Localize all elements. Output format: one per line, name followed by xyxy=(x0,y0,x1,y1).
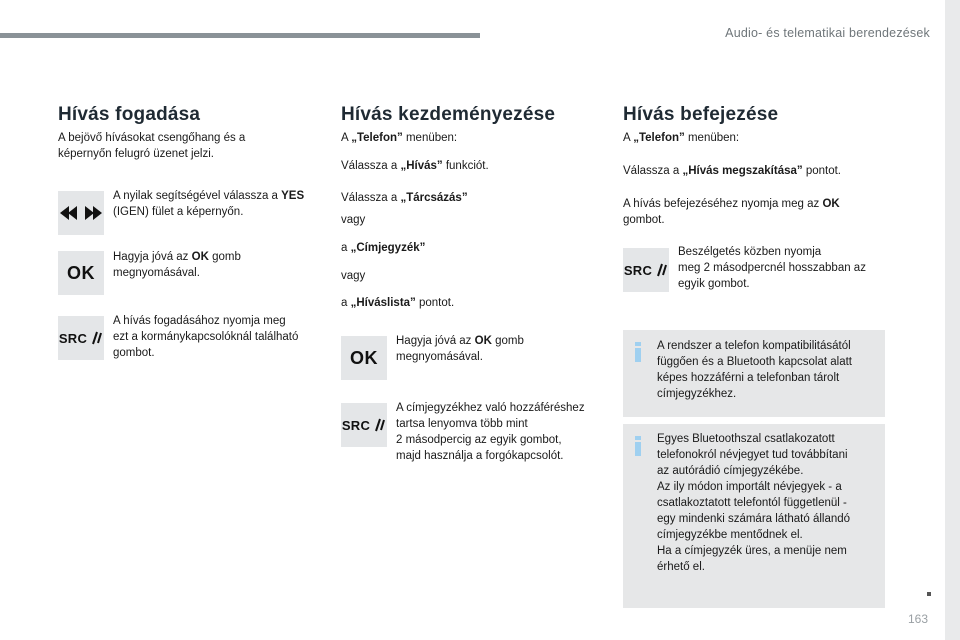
heading-receive-call: Hívás fogadása xyxy=(58,104,201,125)
info-line: képes hozzáférni a telefonban tárolt xyxy=(657,372,840,384)
text: Válassza a xyxy=(341,192,401,204)
page-number: 163 xyxy=(908,612,929,626)
page-edge-strip xyxy=(945,0,960,640)
intro-line: A bejövő hívásokat csengőhang és a xyxy=(58,132,246,144)
step-text: A címjegyzékhez való hozzáféréshez xyxy=(396,402,585,414)
or-text: vagy xyxy=(341,270,366,282)
text: A hívás befejezéséhez nyomja meg az xyxy=(623,198,823,210)
step-confirm-ok xyxy=(113,249,241,281)
info-text xyxy=(657,431,850,575)
step-text: egyik gombot. xyxy=(678,278,750,290)
step-text: gombot. xyxy=(113,347,155,359)
info-icon xyxy=(635,342,641,358)
ok-icon: OK xyxy=(67,262,95,283)
info-line: Ha a címjegyzék üres, a menüje nem xyxy=(657,545,847,557)
info-line: egy mindenki számára látható állandó xyxy=(657,513,851,525)
step-text: meg 2 másodpercnél hosszabban az xyxy=(678,262,866,274)
heading-end-call: Hívás befejezése xyxy=(623,104,779,125)
heading-make-call: Hívás kezdeményezése xyxy=(341,104,556,125)
step-text: majd használja a forgókapcsolót. xyxy=(396,450,564,462)
src-phone-button[interactable] xyxy=(341,403,387,447)
step-text: gomb xyxy=(208,251,241,263)
info-line: A rendszer a telefon kompatibilitásától xyxy=(657,340,851,352)
info-box-contacts-transfer xyxy=(623,424,885,608)
text: funkciót. xyxy=(442,160,489,172)
step-text: tartsa lenyomva több mint xyxy=(396,418,528,430)
left-right-arrows-icon xyxy=(60,205,102,221)
src-label: SRC xyxy=(623,262,653,278)
step-contacts-access xyxy=(396,400,585,464)
step-text: 2 másodpercig az egyik gombot, xyxy=(396,434,562,446)
hangup-ok-line xyxy=(623,196,840,228)
menu-name: „Tárcsázás” xyxy=(400,192,468,204)
page-marker xyxy=(927,592,931,596)
info-line: csatlakoztatott telefontól függetlenül - xyxy=(657,497,847,509)
select-hangup-line xyxy=(623,163,841,179)
ok-label: OK xyxy=(822,198,840,210)
src-phone-button[interactable] xyxy=(623,248,669,292)
step-text: A hívás fogadásához nyomja meg xyxy=(113,315,286,327)
src-phone-icon xyxy=(59,331,103,346)
text: Válassza a xyxy=(341,160,401,172)
header-rule xyxy=(0,33,480,38)
step-text: Hagyja jóvá az xyxy=(396,335,475,347)
phone-slash-icon xyxy=(372,418,386,432)
step-text: Beszélgetés közben nyomja xyxy=(678,246,822,258)
or-text: vagy xyxy=(341,214,366,226)
select-call-line xyxy=(341,158,489,174)
info-line: függően és a Bluetooth kapcsolat alatt xyxy=(657,356,853,368)
text: pontot. xyxy=(802,165,842,177)
src-phone-button[interactable] xyxy=(58,316,104,360)
phone-menu-line xyxy=(341,130,457,146)
text: menüben: xyxy=(684,132,740,144)
text: pontot. xyxy=(415,297,455,309)
step-text: A nyilak segítségével válassza a xyxy=(113,190,282,202)
info-line: Egyes Bluetoothszal csatlakozatott xyxy=(657,433,835,445)
menu-name: „Telefon” xyxy=(351,132,403,144)
text: gombot. xyxy=(623,214,665,226)
section-title: Audio- és telematikai berendezések xyxy=(725,26,930,40)
phone-slash-icon xyxy=(654,263,668,277)
text: A xyxy=(341,132,352,144)
src-phone-icon xyxy=(342,418,386,433)
intro-text xyxy=(58,130,245,162)
info-line: érhető el. xyxy=(657,561,705,573)
step-text: ezt a kormánykapcsolóknál található xyxy=(113,331,299,343)
info-line: telefonokról névjegyet tud továbbítani xyxy=(657,449,848,461)
info-line: címjegyzékbe mentődnek el. xyxy=(657,529,803,541)
menu-name: „Hívás” xyxy=(400,160,443,172)
ok-label: OK xyxy=(474,335,492,347)
text: a xyxy=(341,242,351,254)
text: a xyxy=(341,297,351,309)
step-text: Hagyja jóvá az xyxy=(113,251,192,263)
call-log-line xyxy=(341,295,454,311)
menu-name: „Címjegyzék” xyxy=(350,242,426,254)
text: menüben: xyxy=(402,132,458,144)
step-text: megnyomásával. xyxy=(396,351,483,363)
info-line: címjegyzékhez. xyxy=(657,388,737,400)
text: Válassza a xyxy=(623,165,683,177)
info-box-compatibility xyxy=(623,330,885,417)
menu-name: „Híváslista” xyxy=(350,297,416,309)
src-phone-icon xyxy=(624,263,668,278)
info-line: Az ily módon importált névjegyek - a xyxy=(657,481,842,493)
select-dial-line xyxy=(341,190,468,206)
phone-slash-icon xyxy=(89,331,103,345)
src-label: SRC xyxy=(58,330,88,346)
info-text xyxy=(657,338,852,402)
ok-button[interactable] xyxy=(58,251,104,295)
arrows-button[interactable] xyxy=(58,191,104,235)
contacts-line xyxy=(341,240,425,256)
yes-label: YES xyxy=(281,190,305,202)
step-select-yes xyxy=(113,188,304,220)
menu-name: „Telefon” xyxy=(633,132,685,144)
step-confirm-ok xyxy=(396,333,524,365)
ok-label: OK xyxy=(191,251,209,263)
ok-button[interactable] xyxy=(341,336,387,380)
text: A xyxy=(623,132,634,144)
info-icon xyxy=(635,436,641,452)
src-label: SRC xyxy=(341,417,371,433)
menu-name: „Hívás megszakítása” xyxy=(682,165,803,177)
info-line: az autórádió címjegyzékébe. xyxy=(657,465,804,477)
intro-line: képernyőn felugró üzenet jelzi. xyxy=(58,148,214,160)
step-text: megnyomásával. xyxy=(113,267,200,279)
phone-menu-line xyxy=(623,130,739,146)
step-text: (IGEN) fület a képernyőn. xyxy=(113,206,244,218)
step-end-call xyxy=(678,244,866,292)
step-accept-call xyxy=(113,313,298,361)
step-text: gomb xyxy=(491,335,524,347)
ok-icon: OK xyxy=(350,347,378,368)
